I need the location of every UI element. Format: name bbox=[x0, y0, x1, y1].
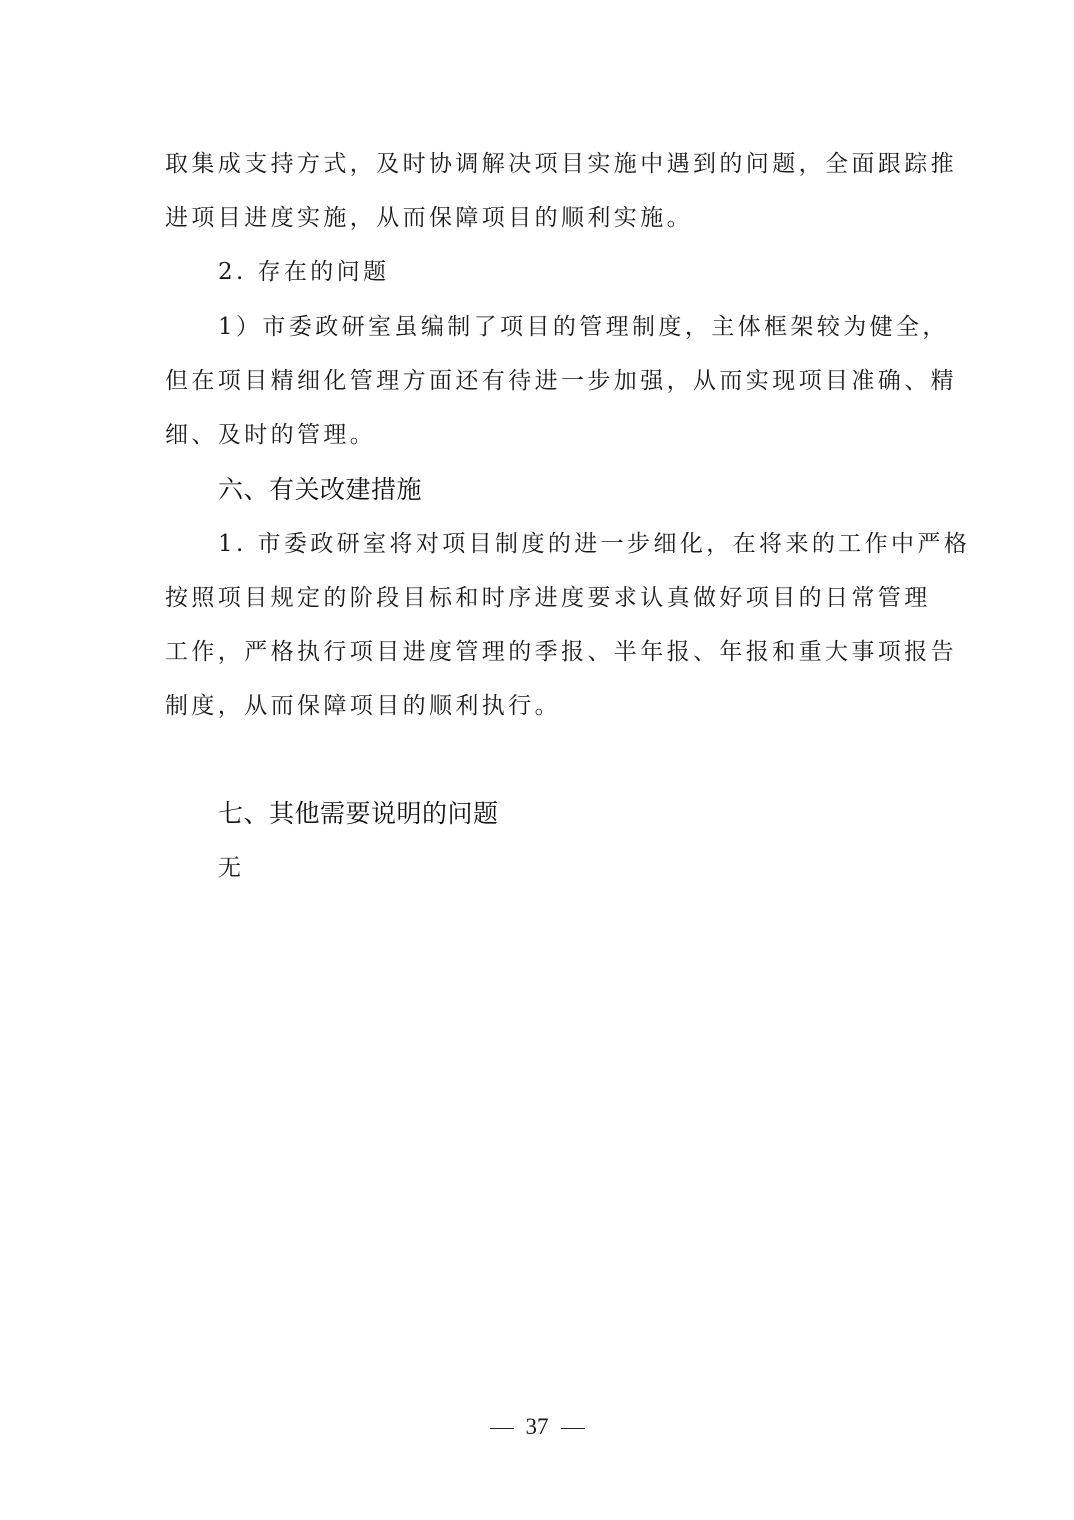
dash-right bbox=[561, 1428, 585, 1429]
paragraph-line: 制度，从而保障项目的顺利执行。 bbox=[165, 693, 561, 719]
paragraph-line: 无 bbox=[218, 855, 245, 881]
dash-left bbox=[490, 1428, 514, 1429]
page-number: 37 bbox=[525, 1414, 549, 1439]
paragraph-line: 进项目进度实施，从而保障项目的顺利实施。 bbox=[165, 205, 693, 231]
paragraph-line: 按照项目规定的阶段目标和时序进度要求认真做好项目的日常管理 bbox=[165, 585, 931, 611]
page-footer bbox=[0, 1412, 1074, 1442]
paragraph-line: 1. 市委政研室将对项目制度的进一步细化，在将来的工作中严格 bbox=[218, 531, 971, 557]
section-heading: 六、有关改建措施 bbox=[218, 475, 423, 504]
section-heading: 七、其他需要说明的问题 bbox=[218, 799, 499, 828]
paragraph-line: 取集成支持方式，及时协调解决项目实施中遇到的问题，全面跟踪推 bbox=[165, 151, 957, 177]
paragraph-line: 但在项目精细化管理方面还有待进一步加强，从而实现项目准确、精 bbox=[165, 368, 957, 394]
subsection-heading: 2. 存在的问题 bbox=[218, 259, 390, 285]
paragraph-line: 工作，严格执行项目进度管理的季报、半年报、年报和重大事项报告 bbox=[165, 639, 957, 665]
paragraph-line: 细、及时的管理。 bbox=[165, 422, 377, 448]
paragraph-line: 1）市委政研室虽编制了项目的管理制度，主体框架较为健全， bbox=[218, 314, 949, 340]
